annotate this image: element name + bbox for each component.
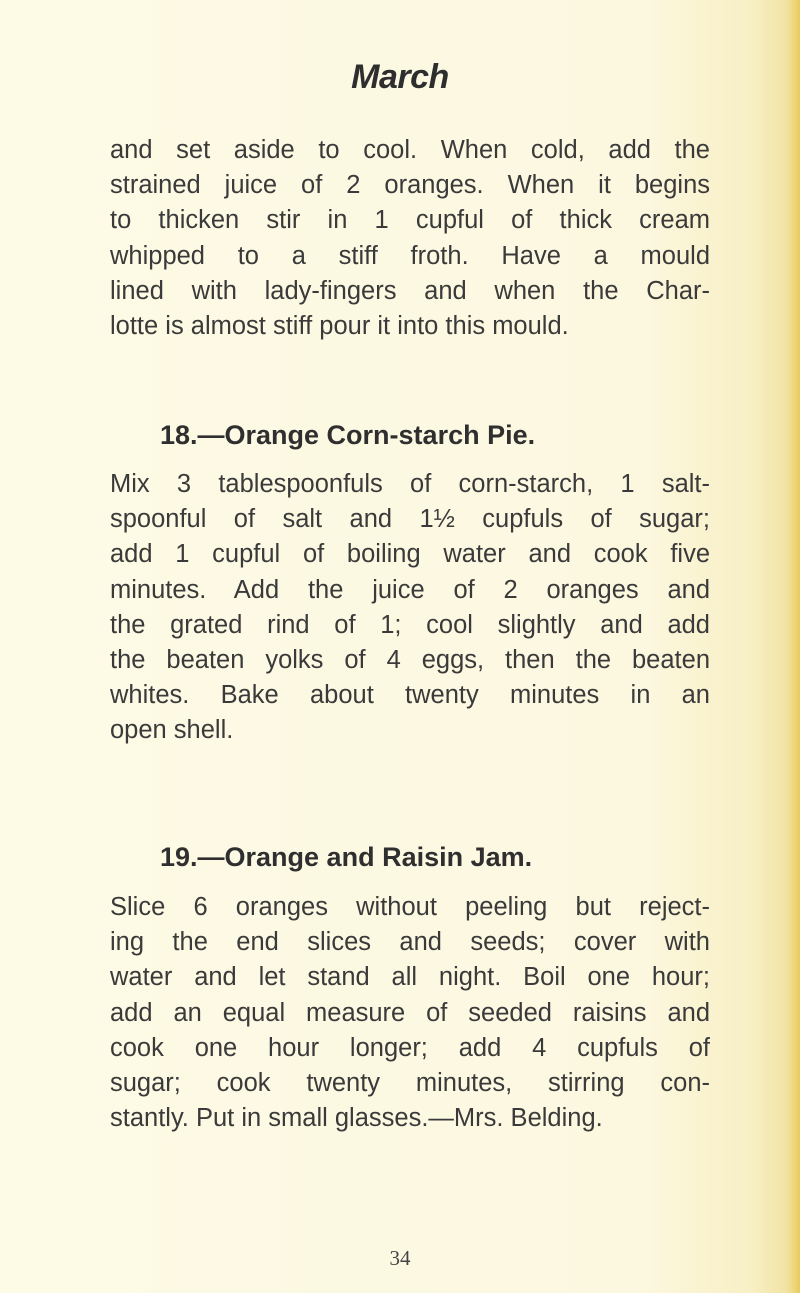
text-line: add 1 cupful of boiling water and cook five (110, 540, 710, 569)
text-line: ing the end slices and seeds; cover with (110, 928, 710, 957)
recipe-19-body (110, 890, 710, 1136)
text-line: and set aside to cool. When cold, add the (110, 136, 710, 164)
text-line: to thicken stir in 1 cupful of thick cream (110, 206, 710, 235)
text-line: cook one hour longer; add 4 cupfuls of (110, 1033, 710, 1062)
recipe-18-title: 18.—Orange Corn-starch Pie. (160, 420, 536, 450)
text-line: add an equal measure of seeded raisins and (110, 998, 710, 1027)
text-line: lotte is almost stiff pour it into this mould. (110, 311, 569, 340)
text-line: the beaten yolks of 4 eggs, then the beaten (110, 645, 710, 674)
text-line: minutes. Add the juice of 2 oranges and (110, 575, 710, 604)
text-line: water and let stand all night. Boil one hour; (110, 963, 710, 992)
text-line: stantly. Put in small glasses.—Mrs. Belding. (110, 1104, 603, 1133)
text-line: the grated rind of 1; cool slightly and add (110, 610, 710, 639)
recipe-19-title: 19.—Orange and Raisin Jam. (160, 842, 533, 872)
page-number: 34 (389, 1246, 411, 1270)
text-line: open shell. (110, 716, 234, 745)
recipe-18-body (110, 467, 710, 749)
text-line: strained juice of 2 oranges. When it begins (110, 171, 710, 200)
text-line: whites. Bake about twenty minutes in an (110, 681, 710, 710)
page-edge-shading (786, 0, 800, 1293)
text-line: whipped to a stiff froth. Have a mould (110, 241, 710, 270)
text-line: Slice 6 oranges without peeling but reject- (110, 893, 710, 921)
intro-paragraph (110, 133, 710, 344)
text-line: spoonful of salt and 1½ cupfuls of sugar; (110, 505, 710, 534)
text-line: Mix 3 tablespoonfuls of corn-starch, 1 salt- (110, 470, 710, 498)
running-head: March (351, 58, 449, 96)
text-line: sugar; cook twenty minutes, stirring con- (110, 1068, 710, 1097)
text-line: lined with lady-fingers and when the Char- (110, 276, 710, 305)
